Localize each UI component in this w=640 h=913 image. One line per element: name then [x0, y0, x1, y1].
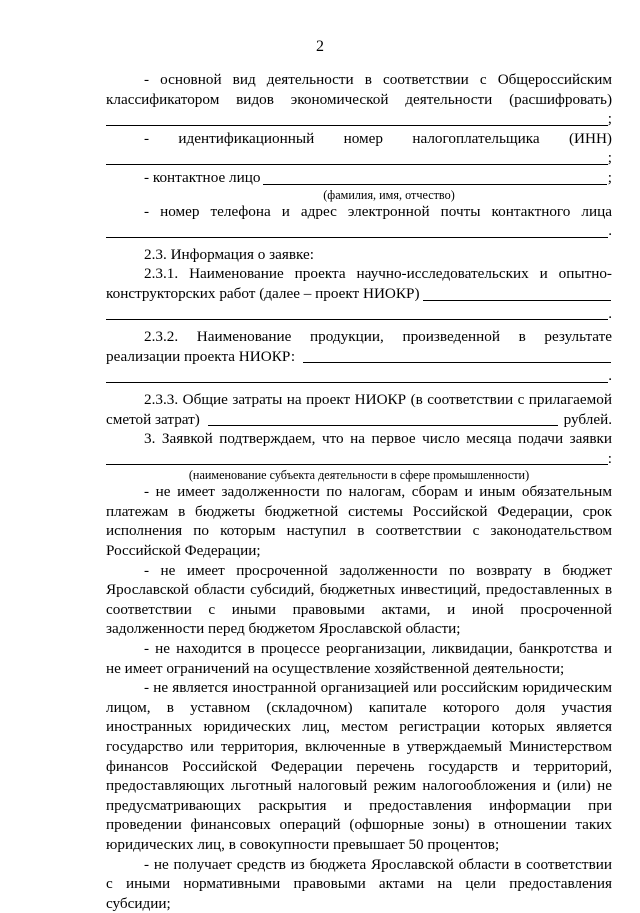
section-2-3-1-line1: 2.3.1. Наименование проекта научно-исследовательских и опытно-: [144, 265, 612, 283]
contact-row: - контактное лицо ;: [144, 168, 612, 186]
bullet-taxes: - не имеет задолженности по налогам, сборам и иным обязательным платежам в бюджеты бюджетной системы Российской Федерации, срок исполнения по которым наступил в соответствии с законодательством Российской Федерации;: [106, 483, 612, 560]
project-name-blank[interactable]: [423, 285, 611, 301]
section-2-3-2-line1: 2.3.2. Наименование продукции, произведенной в результате: [144, 328, 612, 346]
inn-blank[interactable]: [106, 149, 608, 165]
bullet-overdue-debt: - не имеет просроченной задолженности по возврату в бюджет Ярославской области субсидий, бюджетных инвестиций, предоставленных в соответствии с иными правовыми актами, и иной просроченной задолженности перед бюджетом Ярославской области;: [106, 561, 612, 638]
section-2-3-2-line2: реализации проекта НИОКР:: [106, 347, 612, 367]
project-name-blank-2[interactable]: [106, 304, 608, 320]
contact-note: (фамилия, имя, отчество): [323, 187, 455, 202]
activity-line-1: - основной вид деятельности в соответствии с Общероссийским: [144, 71, 612, 88]
activity-line-2: классификатором видов экономической деятельности (расшифровать): [106, 90, 612, 108]
section-2-3-3-line1: 2.3.3. Общие затраты на проект НИОКР (в соответствии с прилагаемой: [144, 390, 612, 408]
section-2-3-3-line2: сметой затрат) рублей.: [106, 410, 612, 428]
product-blank-2[interactable]: [106, 367, 608, 383]
page-number: 2: [316, 38, 324, 55]
section-2-3: 2.3. Информация о заявке:: [144, 245, 315, 263]
section-3-line1: 3. Заявкой подтверждаем, что на первое число месяца подачи заявки: [144, 430, 612, 448]
costs-blank[interactable]: [208, 410, 558, 426]
product-fill-line[interactable]: .: [106, 366, 612, 386]
contact-label: - контактное лицо: [144, 168, 261, 186]
document-body: [106, 70, 612, 913]
phone-label: - номер телефона и адрес электронной почты контактного лица: [144, 202, 612, 220]
inn-row: [106, 129, 612, 149]
subject-blank[interactable]: [106, 449, 608, 465]
bullet-budget-funds: - не получает средств из бюджета Ярославской области в соответствии с иными нормативными правовыми актами на цели предоставления субсидии;: [106, 855, 612, 912]
phone-blank[interactable]: [106, 222, 608, 238]
bullet-foreign-org: - не является иностранной организацией или российским юридическим лицом, в уставном (складочном) капитале которого доля участия иностранных юридических лиц, местом регистрации которых является государство или территория, включенные в утверждаемый Министерством финансов Российской Федерации перечень государств и территорий, предоставляющих льготный налоговый режим налогообложения и (или) не предусматривающих раскрытия и предоставления информации при проведении финансовых операций (офшорные зоны) в отношении таких юридических лиц, в совокупности превышает 50 процентов;: [106, 679, 612, 853]
activity-fill-line[interactable]: ;: [106, 109, 612, 129]
project-name-fill-line[interactable]: .: [106, 304, 612, 324]
section-3-fill-line[interactable]: :: [106, 449, 612, 469]
activity-blank[interactable]: [106, 110, 608, 126]
inn-fill-line[interactable]: ;: [106, 148, 612, 168]
phone-fill-line[interactable]: .: [106, 221, 612, 241]
product-blank[interactable]: [303, 347, 611, 363]
contact-blank[interactable]: [263, 169, 606, 185]
bullet-reorganization: - не находится в процессе реорганизации, ликвидации, банкротства и не имеет ограничений на осуществление хозяйственной деятельности;: [106, 640, 612, 677]
inn-label: - идентификационный номер налогоплательщика (ИНН): [144, 129, 612, 147]
section-2-3-1-line2: конструкторских работ (далее – проект НИОКР): [106, 284, 612, 304]
subject-note: (наименование субъекта деятельности в сфере промышленности): [188, 468, 530, 483]
